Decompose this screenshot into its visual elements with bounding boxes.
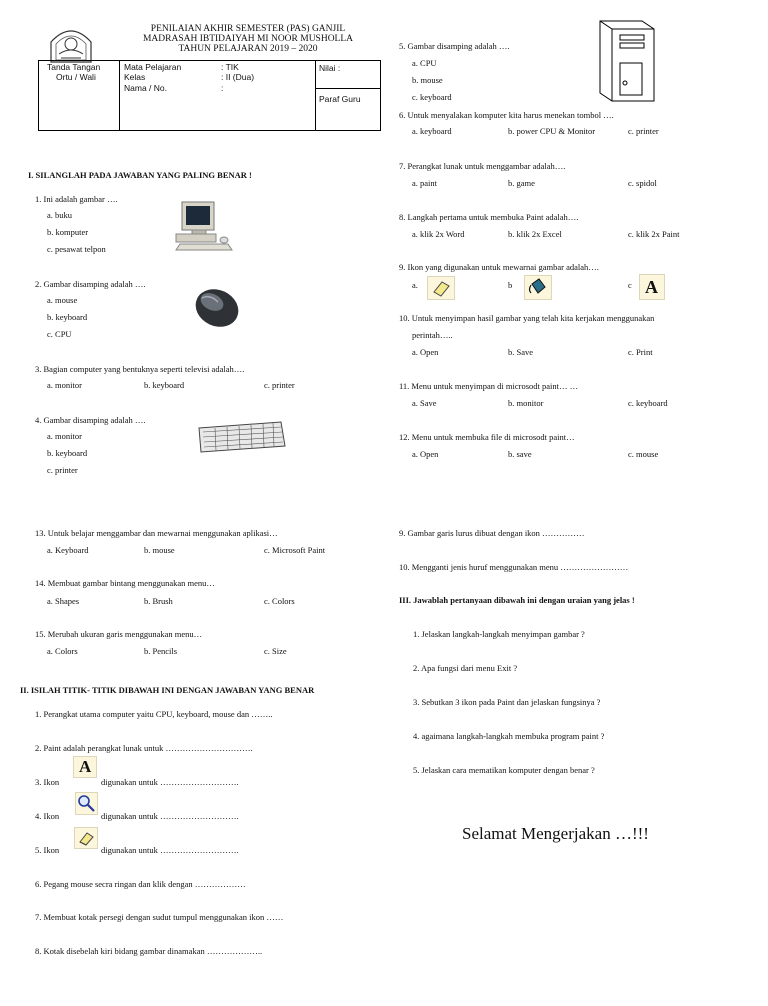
q7-option-b[interactable]: b. game <box>508 178 535 188</box>
q8-option-c[interactable]: c. klik 2x Paint <box>628 229 680 239</box>
name-value: : <box>221 83 224 93</box>
q15-option-a[interactable]: a. Colors <box>47 646 78 656</box>
computer-image <box>172 200 234 252</box>
exam-title-line1: PENILAIAN AKHIR SEMESTER (PAS) GANJIL <box>150 24 346 34</box>
q1-option-c[interactable]: c. pesawat telpon <box>47 244 106 254</box>
section1-title: I. SILANGLAH PADA JAWABAN YANG PALING BENAR ! <box>28 170 252 180</box>
q14-option-c[interactable]: c. Colors <box>264 596 295 606</box>
q1-question: 1. Ini adalah gambar …. <box>35 194 118 204</box>
fill-item-4-text: digunakan untuk ………………………. <box>101 811 239 821</box>
q14-option-b[interactable]: b. Brush <box>144 596 173 606</box>
q7-question: 7. Perangkat lunak untuk menggambar adalah…. <box>399 161 566 171</box>
q6-option-c[interactable]: c. printer <box>628 126 659 136</box>
q4-option-a[interactable]: a. monitor <box>47 431 82 441</box>
q15-option-c[interactable]: c. Size <box>264 646 287 656</box>
q12-question: 12. Menu untuk membuka file di microsodt paint… <box>399 432 575 442</box>
text-tool-icon <box>73 756 97 778</box>
mouse-image <box>192 286 242 330</box>
fill-item-3-text: digunakan untuk ………………………. <box>101 777 239 787</box>
fill-item-1: 1. Perangkat utama computer yaitu CPU, keyboard, mouse dan …….. <box>35 709 273 719</box>
q2-option-b[interactable]: b. keyboard <box>47 312 88 322</box>
q9-text-icon[interactable] <box>639 274 665 300</box>
q5-question: 5. Gambar disamping adalah …. <box>399 41 510 51</box>
q10-question-line2: perintah….. <box>412 330 453 340</box>
section2-title: II. ISILAH TITIK- TITIK DIBAWAH INI DENGAN JAWABAN YANG BENAR <box>20 685 315 695</box>
q1-option-a[interactable]: a. buku <box>47 210 73 220</box>
q4-option-c[interactable]: c. printer <box>47 465 78 475</box>
subject-value: : TIK <box>221 62 239 72</box>
keyboard-image <box>195 418 287 454</box>
q4-question: 4. Gambar disamping adalah …. <box>35 415 146 425</box>
essay-item-1: 1. Jelaskan langkah-langkah menyimpan gambar ? <box>413 629 585 639</box>
q1-option-b[interactable]: b. komputer <box>47 227 89 237</box>
q11-question: 11. Menu untuk menyimpan di microsodt paint… … <box>399 381 579 391</box>
q5-option-c[interactable]: c. keyboard <box>412 92 452 102</box>
q10-option-b[interactable]: b. Save <box>508 347 534 357</box>
q3-option-a[interactable]: a. monitor <box>47 380 82 390</box>
q12-option-c[interactable]: c. mouse <box>628 449 659 459</box>
fill-item-9: 9. Gambar garis lurus dibuat dengan ikon …………… <box>399 528 585 538</box>
fill-item-2: 2. Paint adalah perangkat lunak untuk …………………………. <box>35 743 253 753</box>
q12-option-a[interactable]: a. Open <box>412 449 439 459</box>
q10-option-c[interactable]: c. Print <box>628 347 653 357</box>
exam-title-line2: MADRASAH IBTIDAIYAH MI NOOR MUSHOLLA <box>142 34 354 44</box>
q7-option-a[interactable]: a. paint <box>412 178 438 188</box>
q11-option-a[interactable]: a. Save <box>412 398 437 408</box>
q6-option-b[interactable]: b. power CPU & Monitor <box>508 126 596 136</box>
q2-question: 2. Gambar disamping adalah …. <box>35 279 146 289</box>
q13-question: 13. Untuk belajar menggambar dan mewarnai menggunakan aplikasi… <box>35 528 278 538</box>
q9-option-c[interactable]: c <box>628 280 632 290</box>
q3-option-b[interactable]: b. keyboard <box>144 380 185 390</box>
q13-option-b[interactable]: b. mouse <box>144 545 175 555</box>
name-label: Nama / No. <box>124 83 167 93</box>
q10-question-line1: 10. Untuk menyimpan hasil gambar yang telah kita kerjakan menggunakan <box>399 313 655 323</box>
fill-item-3-label: 3. Ikon <box>35 777 60 787</box>
q9-eraser-icon[interactable] <box>427 276 455 300</box>
section3-title: III. Jawablah pertanyaan dibawah ini dengan uraian yang jelas ! <box>399 595 635 605</box>
magnifier-icon <box>75 792 98 815</box>
q8-option-a[interactable]: a. klik 2x Word <box>412 229 465 239</box>
q8-option-b[interactable]: b. klik 2x Excel <box>508 229 562 239</box>
q3-option-c[interactable]: c. printer <box>264 380 295 390</box>
q2-option-a[interactable]: a. mouse <box>47 295 78 305</box>
q15-option-b[interactable]: b. Pencils <box>144 646 178 656</box>
fill-item-10: 10. Mengganti jenis huruf menggunakan menu …………………… <box>399 562 629 572</box>
q8-question: 8. Langkah pertama untuk membuka Paint adalah…. <box>399 212 579 222</box>
school-logo <box>47 24 95 64</box>
q11-option-b[interactable]: b. monitor <box>508 398 544 408</box>
fill-item-5-text: digunakan untuk ………………………. <box>101 845 239 855</box>
closing-message: Selamat Mengerjakan …!!! <box>462 824 649 843</box>
subject-label: Mata Pelajaran <box>124 62 182 72</box>
q6-option-a[interactable]: a. keyboard <box>412 126 452 136</box>
exam-title <box>108 24 388 54</box>
cpu-tower-image <box>596 17 658 103</box>
fill-item-4-label: 4. Ikon <box>35 811 60 821</box>
q3-question: 3. Bagian computer yang bentuknya seperti televisi adalah…. <box>35 364 245 374</box>
q13-option-c[interactable]: c. Microsoft Paint <box>264 545 326 555</box>
q9-option-a[interactable]: a. <box>412 280 418 290</box>
q2-option-c[interactable]: c. CPU <box>47 329 72 339</box>
q11-option-c[interactable]: c. keyboard <box>628 398 668 408</box>
fill-item-6: 6. Pegang mouse secra ringan dan klik dengan ……………… <box>35 879 246 889</box>
essay-item-4: 4. agaimana langkah-langkah membuka program paint ? <box>413 731 605 741</box>
q13-option-a[interactable]: a. Keyboard <box>47 545 89 555</box>
q12-option-b[interactable]: b. save <box>508 449 532 459</box>
signature-label-2: Ortu / Wali <box>56 72 96 82</box>
teacher-initial-label: Paraf Guru <box>319 94 361 104</box>
signature-label: Tanda Tangan <box>47 62 101 72</box>
q9-option-b[interactable]: b <box>508 280 513 290</box>
q5-option-b[interactable]: b. mouse <box>412 75 443 85</box>
q9-fill-bucket-icon[interactable] <box>524 275 552 300</box>
essay-item-2: 2. Apa fungsi dari menu Exit ? <box>413 663 518 673</box>
fill-item-5-label: 5. Ikon <box>35 845 60 855</box>
fill-item-7: 7. Membuat kotak persegi dengan sudut tumpul menggunakan ikon …… <box>35 912 284 922</box>
q5-option-a[interactable]: a. CPU <box>412 58 437 68</box>
q6-question: 6. Untuk menyalakan komputer kita harus menekan tombol …. <box>399 110 614 120</box>
fill-item-8: 8. Kotak disebelah kiri bidang gambar dinamakan ……………….. <box>35 946 263 956</box>
essay-item-5: 5. Jelaskan cara mematikan komputer dengan benar ? <box>413 765 595 775</box>
eraser-icon <box>74 827 98 849</box>
class-label: Kelas <box>124 72 146 82</box>
score-label: Nilai : <box>319 63 341 73</box>
essay-item-3: 3. Sebutkan 3 ikon pada Paint dan jelaskan fungsinya ? <box>413 697 601 707</box>
q4-option-b[interactable]: b. keyboard <box>47 448 88 458</box>
text-tool-letter: A <box>79 757 92 776</box>
q14-option-a[interactable]: a. Shapes <box>47 596 80 606</box>
q9-question: 9. Ikon yang digunakan untuk mewarnai gambar adalah…. <box>399 262 599 272</box>
exam-title-line3: TAHUN PELAJARAN 2019 – 2020 <box>178 44 318 54</box>
q10-option-a[interactable]: a. Open <box>412 347 439 357</box>
q14-question: 14. Membuat gambar bintang menggunakan menu… <box>35 578 215 588</box>
class-value: : II (Dua) <box>221 72 255 82</box>
q15-question: 15. Merubah ukuran garis menggunakan menu… <box>35 629 203 639</box>
q7-option-c[interactable]: c. spidol <box>628 178 657 188</box>
q9-text-letter: A <box>645 277 658 297</box>
